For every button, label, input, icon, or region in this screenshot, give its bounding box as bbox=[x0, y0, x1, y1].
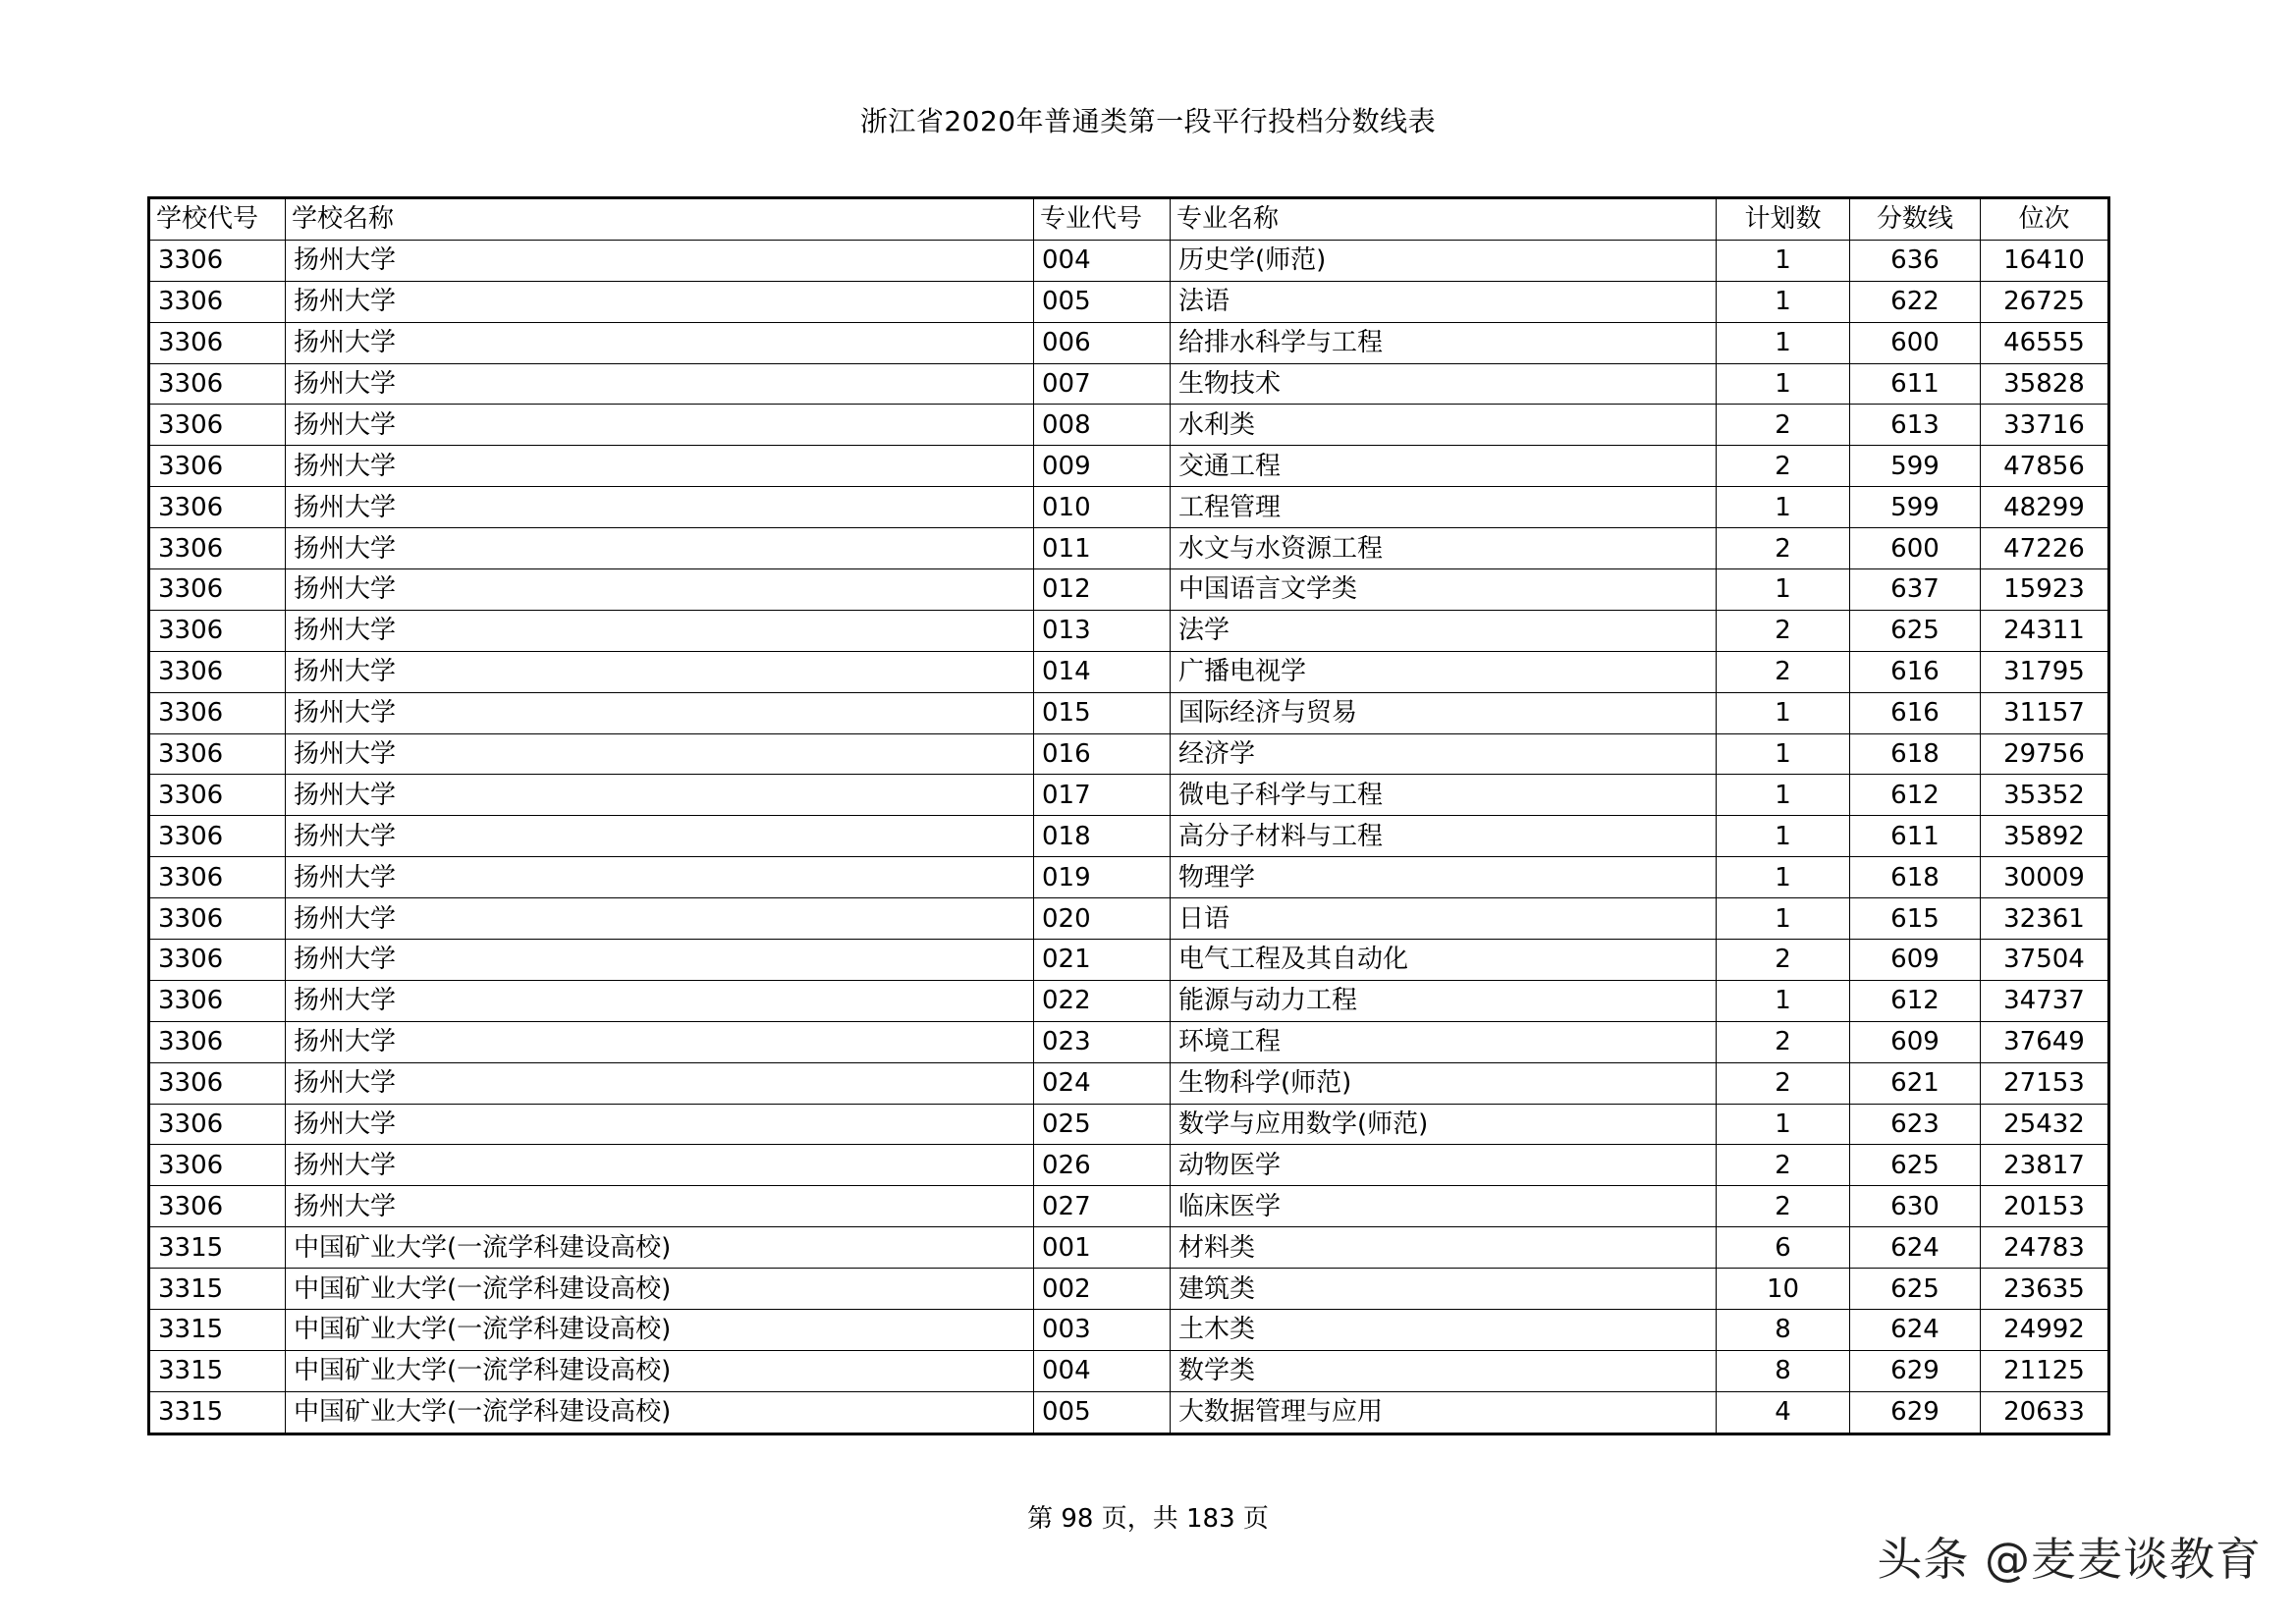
cell-school-name: 扬州大学 bbox=[286, 692, 1034, 733]
cell-score-line: 618 bbox=[1850, 857, 1981, 898]
cell-major-name: 建筑类 bbox=[1171, 1269, 1717, 1310]
table-row bbox=[149, 692, 2109, 733]
cell-school-code: 3306 bbox=[149, 528, 286, 569]
cell-school-code: 3306 bbox=[149, 1145, 286, 1186]
cell-major-name: 电气工程及其自动化 bbox=[1171, 940, 1717, 981]
cell-school-code: 3306 bbox=[149, 610, 286, 651]
cell-major-name: 临床医学 bbox=[1171, 1186, 1717, 1227]
cell-score-line: 599 bbox=[1850, 446, 1981, 487]
cell-school-name: 扬州大学 bbox=[286, 363, 1034, 405]
cell-major-name: 生物技术 bbox=[1171, 363, 1717, 405]
cell-major-name: 数学类 bbox=[1171, 1350, 1717, 1391]
cell-major-name: 生物科学(师范) bbox=[1171, 1062, 1717, 1104]
cell-plan-count: 8 bbox=[1717, 1350, 1850, 1391]
cell-plan-count: 4 bbox=[1717, 1391, 1850, 1434]
cell-major-name: 高分子材料与工程 bbox=[1171, 816, 1717, 857]
cell-major-code: 007 bbox=[1034, 363, 1171, 405]
cell-rank: 23635 bbox=[1981, 1269, 2109, 1310]
table-row bbox=[149, 1227, 2109, 1269]
cell-plan-count: 1 bbox=[1717, 692, 1850, 733]
table-row bbox=[149, 733, 2109, 775]
cell-rank: 35352 bbox=[1981, 775, 2109, 816]
cell-school-code: 3306 bbox=[149, 692, 286, 733]
cell-major-name: 日语 bbox=[1171, 898, 1717, 940]
cell-major-code: 026 bbox=[1034, 1145, 1171, 1186]
cell-rank: 31157 bbox=[1981, 692, 2109, 733]
cell-plan-count: 2 bbox=[1717, 528, 1850, 569]
cell-major-name: 土木类 bbox=[1171, 1310, 1717, 1351]
cell-school-name: 中国矿业大学(一流学科建设高校) bbox=[286, 1350, 1034, 1391]
cell-school-code: 3306 bbox=[149, 1186, 286, 1227]
cell-rank: 30009 bbox=[1981, 857, 2109, 898]
cell-school-name: 中国矿业大学(一流学科建设高校) bbox=[286, 1310, 1034, 1351]
table-row bbox=[149, 240, 2109, 281]
col-header-plan-count: 计划数 bbox=[1717, 198, 1850, 241]
cell-school-name: 扬州大学 bbox=[286, 857, 1034, 898]
cell-score-line: 625 bbox=[1850, 610, 1981, 651]
table-row bbox=[149, 1186, 2109, 1227]
table-header-row bbox=[149, 198, 2109, 241]
cell-major-name: 水利类 bbox=[1171, 405, 1717, 446]
cell-rank: 24783 bbox=[1981, 1227, 2109, 1269]
cell-plan-count: 2 bbox=[1717, 1062, 1850, 1104]
cell-school-code: 3306 bbox=[149, 281, 286, 322]
col-header-major-code: 专业代号 bbox=[1034, 198, 1171, 241]
table-row bbox=[149, 363, 2109, 405]
table-row bbox=[149, 980, 2109, 1021]
cell-score-line: 609 bbox=[1850, 1021, 1981, 1062]
cell-plan-count: 1 bbox=[1717, 1104, 1850, 1145]
cell-plan-count: 1 bbox=[1717, 898, 1850, 940]
cell-school-code: 3306 bbox=[149, 487, 286, 528]
cell-rank: 35828 bbox=[1981, 363, 2109, 405]
cell-school-name: 扬州大学 bbox=[286, 446, 1034, 487]
cell-plan-count: 2 bbox=[1717, 405, 1850, 446]
cell-score-line: 629 bbox=[1850, 1350, 1981, 1391]
cell-rank: 32361 bbox=[1981, 898, 2109, 940]
cell-school-code: 3306 bbox=[149, 733, 286, 775]
table-row bbox=[149, 1104, 2109, 1145]
cell-plan-count: 2 bbox=[1717, 610, 1850, 651]
cell-plan-count: 2 bbox=[1717, 1021, 1850, 1062]
cell-school-code: 3306 bbox=[149, 405, 286, 446]
cell-major-code: 005 bbox=[1034, 1391, 1171, 1434]
cell-major-code: 021 bbox=[1034, 940, 1171, 981]
cell-major-name: 环境工程 bbox=[1171, 1021, 1717, 1062]
cell-score-line: 636 bbox=[1850, 240, 1981, 281]
table-row bbox=[149, 1310, 2109, 1351]
cell-score-line: 616 bbox=[1850, 692, 1981, 733]
cell-school-code: 3306 bbox=[149, 775, 286, 816]
table-row bbox=[149, 446, 2109, 487]
cell-school-name: 中国矿业大学(一流学科建设高校) bbox=[286, 1391, 1034, 1434]
cell-school-code: 3306 bbox=[149, 240, 286, 281]
cell-score-line: 621 bbox=[1850, 1062, 1981, 1104]
cell-rank: 16410 bbox=[1981, 240, 2109, 281]
cell-major-name: 国际经济与贸易 bbox=[1171, 692, 1717, 733]
cell-score-line: 637 bbox=[1850, 569, 1981, 611]
cell-major-name: 给排水科学与工程 bbox=[1171, 322, 1717, 363]
cell-score-line: 629 bbox=[1850, 1391, 1981, 1434]
cell-plan-count: 1 bbox=[1717, 363, 1850, 405]
cell-major-code: 008 bbox=[1034, 405, 1171, 446]
cell-school-code: 3315 bbox=[149, 1269, 286, 1310]
cell-school-name: 扬州大学 bbox=[286, 1145, 1034, 1186]
cell-plan-count: 1 bbox=[1717, 281, 1850, 322]
cell-major-code: 020 bbox=[1034, 898, 1171, 940]
score-table bbox=[147, 196, 2110, 1435]
cell-score-line: 611 bbox=[1850, 816, 1981, 857]
cell-school-name: 中国矿业大学(一流学科建设高校) bbox=[286, 1269, 1034, 1310]
cell-plan-count: 6 bbox=[1717, 1227, 1850, 1269]
cell-rank: 48299 bbox=[1981, 487, 2109, 528]
table-row bbox=[149, 1269, 2109, 1310]
cell-rank: 37504 bbox=[1981, 940, 2109, 981]
cell-score-line: 609 bbox=[1850, 940, 1981, 981]
cell-plan-count: 1 bbox=[1717, 322, 1850, 363]
cell-rank: 37649 bbox=[1981, 1021, 2109, 1062]
col-header-school-code: 学校代号 bbox=[149, 198, 286, 241]
cell-major-code: 019 bbox=[1034, 857, 1171, 898]
cell-major-name: 法学 bbox=[1171, 610, 1717, 651]
cell-school-name: 扬州大学 bbox=[286, 240, 1034, 281]
table-row bbox=[149, 281, 2109, 322]
cell-major-name: 经济学 bbox=[1171, 733, 1717, 775]
cell-school-name: 扬州大学 bbox=[286, 816, 1034, 857]
cell-plan-count: 2 bbox=[1717, 651, 1850, 692]
cell-school-name: 扬州大学 bbox=[286, 528, 1034, 569]
col-header-rank: 位次 bbox=[1981, 198, 2109, 241]
cell-school-name: 扬州大学 bbox=[286, 1104, 1034, 1145]
cell-major-code: 005 bbox=[1034, 281, 1171, 322]
cell-score-line: 625 bbox=[1850, 1145, 1981, 1186]
table-row bbox=[149, 898, 2109, 940]
cell-school-code: 3306 bbox=[149, 569, 286, 611]
col-header-score-line: 分数线 bbox=[1850, 198, 1981, 241]
table-row bbox=[149, 1021, 2109, 1062]
cell-major-code: 027 bbox=[1034, 1186, 1171, 1227]
cell-major-code: 013 bbox=[1034, 610, 1171, 651]
table-row bbox=[149, 940, 2109, 981]
cell-major-name: 微电子科学与工程 bbox=[1171, 775, 1717, 816]
cell-major-name: 大数据管理与应用 bbox=[1171, 1391, 1717, 1434]
table-row bbox=[149, 775, 2109, 816]
cell-score-line: 625 bbox=[1850, 1269, 1981, 1310]
cell-major-name: 历史学(师范) bbox=[1171, 240, 1717, 281]
cell-rank: 46555 bbox=[1981, 322, 2109, 363]
cell-score-line: 624 bbox=[1850, 1310, 1981, 1351]
cell-school-code: 3306 bbox=[149, 446, 286, 487]
cell-school-code: 3306 bbox=[149, 363, 286, 405]
cell-score-line: 600 bbox=[1850, 528, 1981, 569]
cell-school-code: 3306 bbox=[149, 651, 286, 692]
cell-plan-count: 1 bbox=[1717, 487, 1850, 528]
cell-rank: 20153 bbox=[1981, 1186, 2109, 1227]
cell-school-name: 扬州大学 bbox=[286, 733, 1034, 775]
table-row bbox=[149, 857, 2109, 898]
page-number-footer: 第 98 页，共 183 页 bbox=[1027, 1504, 1269, 1534]
cell-major-code: 001 bbox=[1034, 1227, 1171, 1269]
table-row bbox=[149, 1145, 2109, 1186]
cell-plan-count: 2 bbox=[1717, 1186, 1850, 1227]
cell-school-code: 3315 bbox=[149, 1350, 286, 1391]
cell-plan-count: 2 bbox=[1717, 940, 1850, 981]
cell-major-name: 物理学 bbox=[1171, 857, 1717, 898]
cell-plan-count: 1 bbox=[1717, 857, 1850, 898]
cell-score-line: 615 bbox=[1850, 898, 1981, 940]
cell-rank: 20633 bbox=[1981, 1391, 2109, 1434]
cell-major-code: 006 bbox=[1034, 322, 1171, 363]
table-row bbox=[149, 1350, 2109, 1391]
cell-major-code: 022 bbox=[1034, 980, 1171, 1021]
cell-school-name: 扬州大学 bbox=[286, 610, 1034, 651]
cell-rank: 27153 bbox=[1981, 1062, 2109, 1104]
cell-rank: 47226 bbox=[1981, 528, 2109, 569]
table-row bbox=[149, 1062, 2109, 1104]
cell-score-line: 613 bbox=[1850, 405, 1981, 446]
cell-major-name: 交通工程 bbox=[1171, 446, 1717, 487]
watermark: 头条 @麦麦谈教育 bbox=[1877, 1533, 2262, 1586]
cell-rank: 15923 bbox=[1981, 569, 2109, 611]
col-header-school-name: 学校名称 bbox=[286, 198, 1034, 241]
cell-plan-count: 1 bbox=[1717, 816, 1850, 857]
cell-major-code: 023 bbox=[1034, 1021, 1171, 1062]
cell-plan-count: 1 bbox=[1717, 775, 1850, 816]
cell-score-line: 624 bbox=[1850, 1227, 1981, 1269]
cell-major-name: 广播电视学 bbox=[1171, 651, 1717, 692]
cell-rank: 33716 bbox=[1981, 405, 2109, 446]
cell-school-code: 3315 bbox=[149, 1391, 286, 1434]
cell-major-code: 011 bbox=[1034, 528, 1171, 569]
cell-plan-count: 2 bbox=[1717, 446, 1850, 487]
cell-school-name: 扬州大学 bbox=[286, 775, 1034, 816]
cell-school-code: 3306 bbox=[149, 1021, 286, 1062]
cell-plan-count: 1 bbox=[1717, 733, 1850, 775]
cell-major-name: 中国语言文学类 bbox=[1171, 569, 1717, 611]
table-row bbox=[149, 1391, 2109, 1434]
cell-school-code: 3306 bbox=[149, 1104, 286, 1145]
cell-school-code: 3306 bbox=[149, 980, 286, 1021]
cell-school-name: 扬州大学 bbox=[286, 940, 1034, 981]
cell-school-name: 扬州大学 bbox=[286, 1186, 1034, 1227]
cell-school-name: 扬州大学 bbox=[286, 980, 1034, 1021]
cell-school-code: 3306 bbox=[149, 816, 286, 857]
cell-score-line: 623 bbox=[1850, 1104, 1981, 1145]
cell-major-name: 法语 bbox=[1171, 281, 1717, 322]
cell-rank: 24992 bbox=[1981, 1310, 2109, 1351]
cell-score-line: 622 bbox=[1850, 281, 1981, 322]
cell-rank: 21125 bbox=[1981, 1350, 2109, 1391]
cell-major-code: 003 bbox=[1034, 1310, 1171, 1351]
table-body bbox=[149, 240, 2109, 1434]
table-row bbox=[149, 569, 2109, 611]
table-row bbox=[149, 487, 2109, 528]
cell-school-code: 3315 bbox=[149, 1310, 286, 1351]
cell-school-name: 扬州大学 bbox=[286, 1062, 1034, 1104]
cell-school-code: 3306 bbox=[149, 940, 286, 981]
cell-major-code: 018 bbox=[1034, 816, 1171, 857]
page-title: 浙江省2020年普通类第一段平行投档分数线表 bbox=[859, 105, 1437, 137]
cell-major-code: 016 bbox=[1034, 733, 1171, 775]
cell-school-code: 3315 bbox=[149, 1227, 286, 1269]
cell-major-code: 004 bbox=[1034, 240, 1171, 281]
table-row bbox=[149, 651, 2109, 692]
cell-plan-count: 8 bbox=[1717, 1310, 1850, 1351]
cell-rank: 34737 bbox=[1981, 980, 2109, 1021]
cell-major-code: 025 bbox=[1034, 1104, 1171, 1145]
cell-major-name: 水文与水资源工程 bbox=[1171, 528, 1717, 569]
cell-school-code: 3306 bbox=[149, 898, 286, 940]
cell-score-line: 612 bbox=[1850, 775, 1981, 816]
cell-major-code: 004 bbox=[1034, 1350, 1171, 1391]
cell-score-line: 616 bbox=[1850, 651, 1981, 692]
table-row bbox=[149, 816, 2109, 857]
cell-major-code: 010 bbox=[1034, 487, 1171, 528]
cell-school-code: 3306 bbox=[149, 322, 286, 363]
cell-school-code: 3306 bbox=[149, 857, 286, 898]
cell-rank: 24311 bbox=[1981, 610, 2109, 651]
cell-major-code: 002 bbox=[1034, 1269, 1171, 1310]
cell-rank: 29756 bbox=[1981, 733, 2109, 775]
table-row bbox=[149, 528, 2109, 569]
cell-plan-count: 1 bbox=[1717, 980, 1850, 1021]
table-row bbox=[149, 322, 2109, 363]
cell-rank: 31795 bbox=[1981, 651, 2109, 692]
cell-rank: 23817 bbox=[1981, 1145, 2109, 1186]
table-row bbox=[149, 405, 2109, 446]
cell-plan-count: 2 bbox=[1717, 1145, 1850, 1186]
cell-plan-count: 10 bbox=[1717, 1269, 1850, 1310]
cell-major-name: 能源与动力工程 bbox=[1171, 980, 1717, 1021]
cell-major-code: 015 bbox=[1034, 692, 1171, 733]
cell-school-name: 扬州大学 bbox=[286, 1021, 1034, 1062]
cell-major-name: 材料类 bbox=[1171, 1227, 1717, 1269]
cell-rank: 35892 bbox=[1981, 816, 2109, 857]
cell-major-name: 动物医学 bbox=[1171, 1145, 1717, 1186]
cell-school-name: 扬州大学 bbox=[286, 569, 1034, 611]
cell-major-name: 工程管理 bbox=[1171, 487, 1717, 528]
cell-major-code: 024 bbox=[1034, 1062, 1171, 1104]
cell-major-code: 012 bbox=[1034, 569, 1171, 611]
cell-score-line: 600 bbox=[1850, 322, 1981, 363]
cell-major-code: 014 bbox=[1034, 651, 1171, 692]
cell-major-code: 017 bbox=[1034, 775, 1171, 816]
cell-school-code: 3306 bbox=[149, 1062, 286, 1104]
cell-school-name: 扬州大学 bbox=[286, 405, 1034, 446]
table-row bbox=[149, 610, 2109, 651]
cell-score-line: 618 bbox=[1850, 733, 1981, 775]
cell-rank: 26725 bbox=[1981, 281, 2109, 322]
cell-plan-count: 1 bbox=[1717, 569, 1850, 611]
cell-major-code: 009 bbox=[1034, 446, 1171, 487]
cell-rank: 25432 bbox=[1981, 1104, 2109, 1145]
cell-score-line: 612 bbox=[1850, 980, 1981, 1021]
cell-rank: 47856 bbox=[1981, 446, 2109, 487]
cell-score-line: 611 bbox=[1850, 363, 1981, 405]
cell-school-name: 扬州大学 bbox=[286, 322, 1034, 363]
cell-school-name: 扬州大学 bbox=[286, 898, 1034, 940]
cell-school-name: 中国矿业大学(一流学科建设高校) bbox=[286, 1227, 1034, 1269]
cell-school-name: 扬州大学 bbox=[286, 487, 1034, 528]
cell-school-name: 扬州大学 bbox=[286, 281, 1034, 322]
cell-school-name: 扬州大学 bbox=[286, 651, 1034, 692]
col-header-major-name: 专业名称 bbox=[1171, 198, 1717, 241]
cell-score-line: 630 bbox=[1850, 1186, 1981, 1227]
cell-score-line: 599 bbox=[1850, 487, 1981, 528]
cell-major-name: 数学与应用数学(师范) bbox=[1171, 1104, 1717, 1145]
cell-plan-count: 1 bbox=[1717, 240, 1850, 281]
